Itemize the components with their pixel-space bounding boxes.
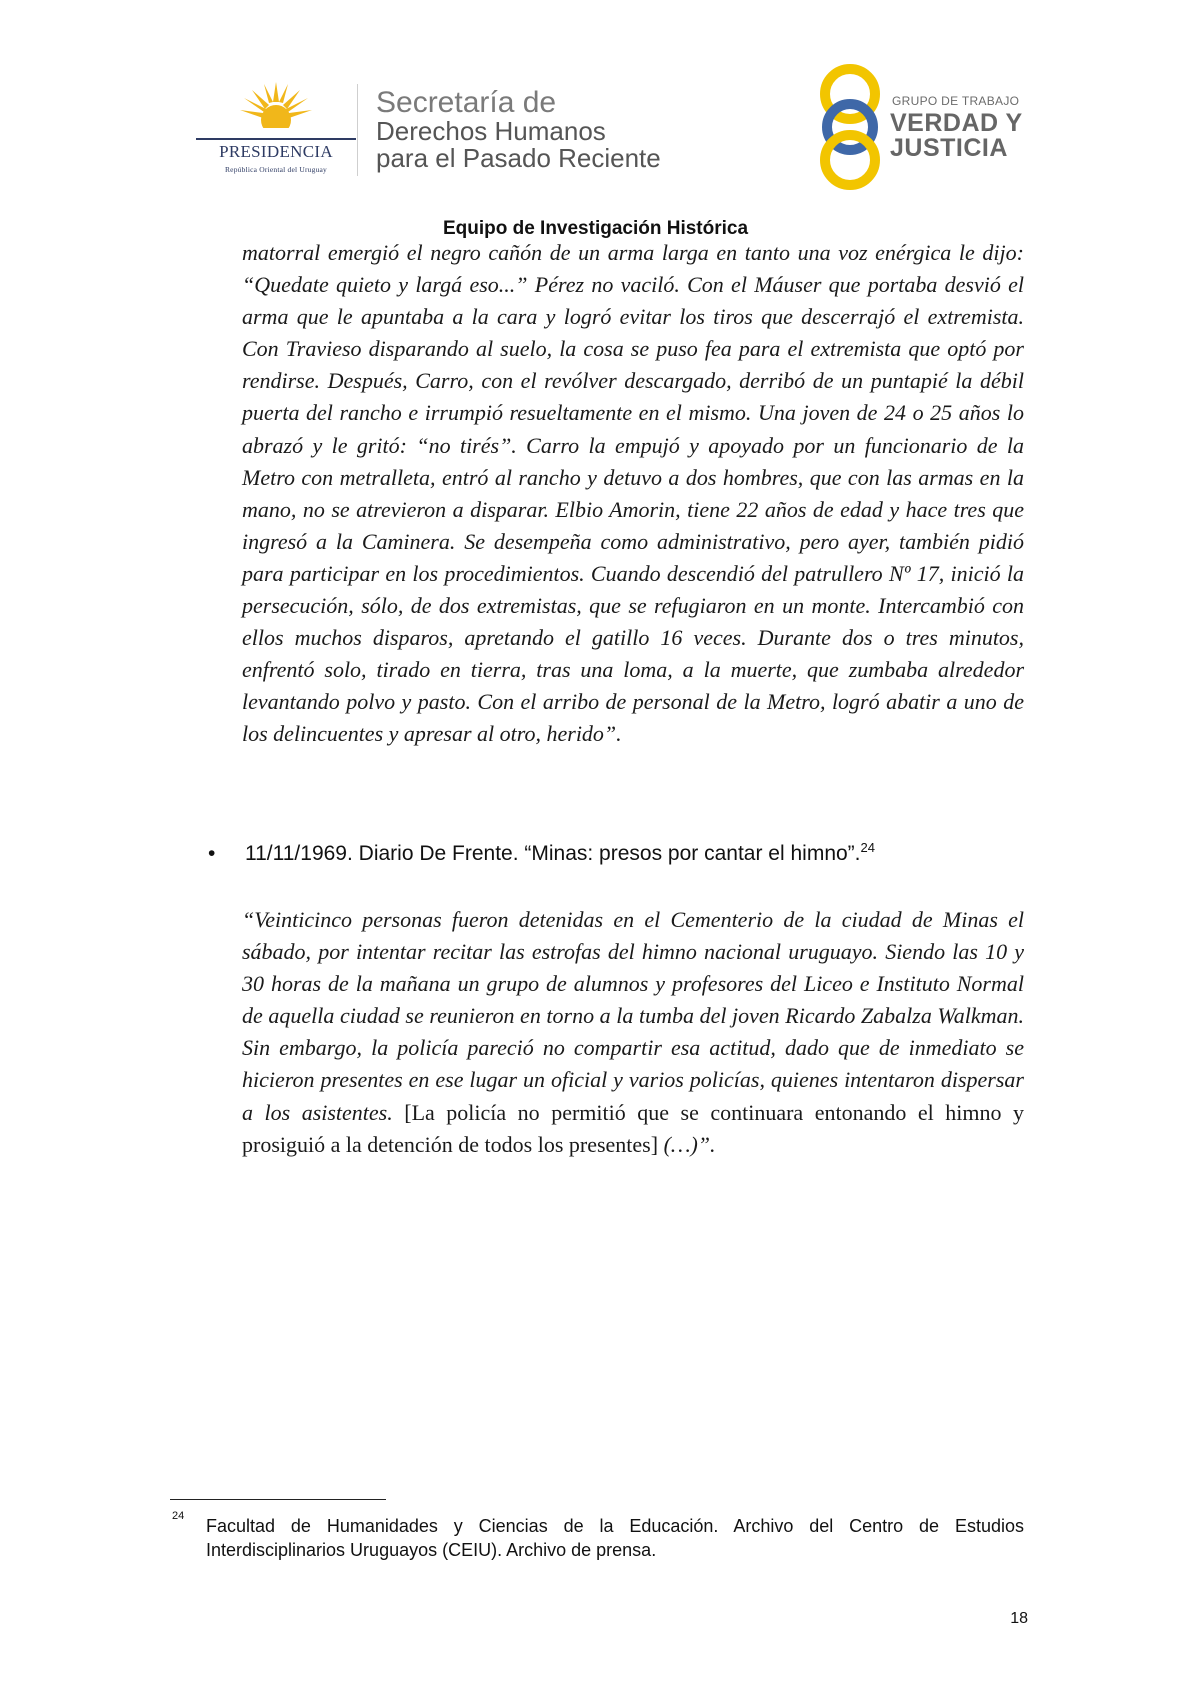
presidencia-logo [196,80,356,180]
footnote-text: Facultad de Humanidades y Ciencias de la Educación. Archivo del Centro de Estudios Interdisciplinarios Uruguayos (CEIU). Archivo de prensa. [206,1516,1024,1560]
bullet-heading-text: 11/11/1969. Diario De Frente. “Minas: presos por cantar el himno”. [245,842,861,865]
secretaria-line-1: Secretaría de [376,86,557,119]
header-divider [357,84,358,176]
sun-icon [238,80,314,136]
bullet-heading [245,842,875,866]
team-title: Equipo de Investigación Histórica [442,218,749,239]
quote-2-ending: (…)”. [658,1131,716,1157]
footnote-rule [170,1499,386,1500]
presidencia-rule [196,138,356,140]
quote-paragraph-1: matorral emergió el negro cañón de un arma larga en tanto una voz enérgica le dijo: “Quedate quieto y largá eso...” Pérez no vaciló. Con el Máuser que portaba desvió el arma que le apuntaba a la cara y logró evitar los tiros que descerrajó el extremista. Con Travieso disparando al suelo, la cosa se puso fea para el extremista que optó por rendirse. Después, Carro, con el revólver descargado, derribó de un puntapié la débil puerta del rancho e irrumpió resueltamente en el mismo. Una joven de 24 o 25 años lo abrazó y le gritó: “no tirés”. Carro la empujó y apoyado por un funcionario de la Metro con metralleta, entró al rancho y detuvo a dos hombres, que con las armas en la mano, no se atrevieron a disparar. Elbio Amorin, tiene 22 años de edad y hace tres que ingresó a la Caminera. Se desempeña como administrativo, pero ayer, también pidió para participar en los procedimientos. Cuando descendió del patrullero Nº 17, inició la persecución, sólo, de dos extremistas, que se refugiaron en un monte. Intercambió con ellos muchos disparos, apretando el gatillo 16 veces. Durante dos o tres minutos, enfrentó solo, tirado en tierra, tras una loma, a la muerte, que zumbaba alrededor levantando polvo y pasto. Con el arribo de personal de la Metro, logró abatir a uno de los delincuentes y apresar al otro, herido”. [242,240,1024,747]
presidencia-subtitle: República Oriental del Uruguay [224,165,327,174]
secretaria-title [376,88,661,172]
grupo-trabajo-logo [812,64,1032,194]
grupo-trabajo-title-2: JUSTICIA [890,134,1008,162]
grupo-trabajo-title-1: VERDAD Y [890,109,1023,137]
presidencia-name: PRESIDENCIA [219,142,333,161]
page-number: 18 [1010,1610,1028,1627]
page-header [0,0,1191,200]
bullet-dot: • [208,842,216,865]
footnote-reference: 24 [860,840,875,855]
grupo-trabajo-label: GRUPO DE TRABAJO [892,94,1020,108]
rings-icon [812,64,888,190]
secretaria-line-3: para el Pasado Reciente [376,143,661,173]
quote-2-upright: [La policía no permitió que se continuara entonando el himno y prosiguió a la detención de todos los presentes] [242,1099,1024,1157]
secretaria-line-2: Derechos Humanos [376,116,606,146]
footnote-number: 24 [172,1510,185,1522]
quote-paragraph-2 [242,904,1024,1161]
quote-2-italic: “Veinticinco personas fueron detenidas en el Cementerio de la ciudad de Minas el sábado, por intentar recitar las estrofas del himno nacional uruguayo. Siendo las 10 y 30 horas de la mañana un grupo de alumnos y profesores del Liceo e Instituto Normal de aquella ciudad se reunieron en torno a la tumba del joven Ricardo Zabalza Walkman. Sin embargo, la policía pareció no compartir esa actitud, dado que de inmediato se hicieron presentes en ese lugar un oficial y varios policías, quienes intentaron dispersar a los asistentes. [242,907,1024,1125]
